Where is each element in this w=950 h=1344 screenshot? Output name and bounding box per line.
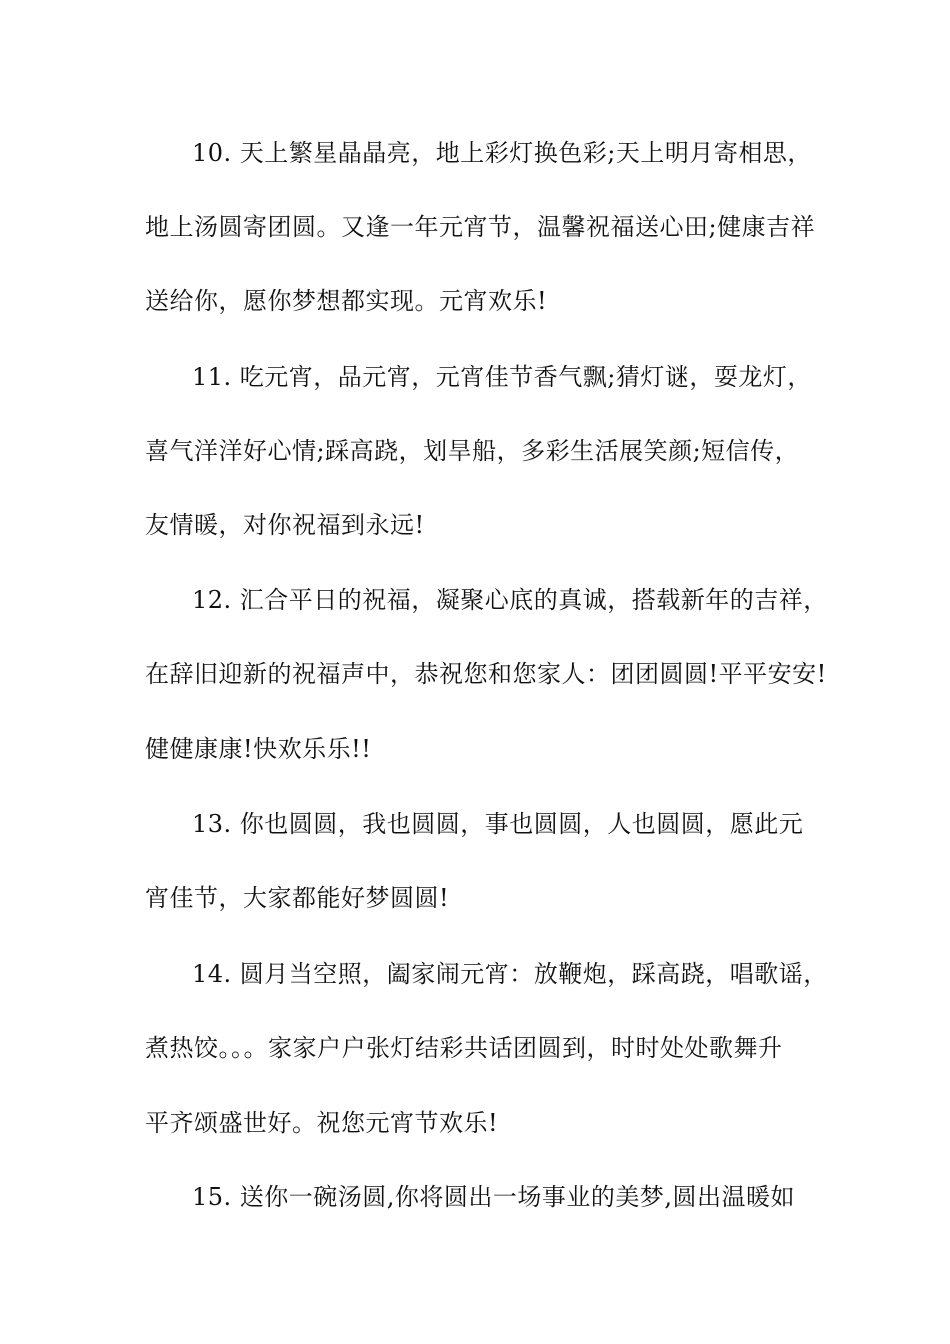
paragraph-12-line-1: 12. 汇合平日的祝福，凝聚心底的真诚，搭载新年的吉祥，	[192, 586, 828, 614]
paragraph-12-line-2: 在辞旧迎新的祝福声中，恭祝您和您家人：团团圆圆!平平安安!	[145, 660, 827, 688]
paragraph-14-line-3: 平齐颂盛世好。祝您元宵节欢乐!	[145, 1109, 499, 1137]
paragraph-10-line-2: 地上汤圆寄团圆。又逢一年元宵节，温馨祝福送心田;健康吉祥	[145, 213, 816, 241]
paragraph-11-line-3: 友情暖，对你祝福到永远!	[145, 511, 425, 539]
paragraph-10-line-1: 10. 天上繁星晶晶亮，地上彩灯换色彩;天上明月寄相思，	[192, 139, 812, 167]
paragraph-11-line-1: 11. 吃元宵，品元宵，元宵佳节香气飘;猜灯谜，耍龙灯，	[192, 363, 812, 391]
paragraph-13-line-2: 宵佳节，大家都能好梦圆圆!	[145, 884, 450, 912]
paragraph-14-line-2: 煮热饺。。。家家户户张灯结彩共话团圆到，时时处处歌舞升	[145, 1034, 783, 1062]
paragraph-14-line-1: 14. 圆月当空照，阖家闹元宵：放鞭炮，踩高跷，唱歌谣，	[192, 960, 828, 988]
paragraph-15-line-1: 15. 送你一碗汤圆,你将圆出一场事业的美梦,圆出温暖如	[192, 1183, 796, 1211]
paragraph-13-line-1: 13. 你也圆圆，我也圆圆，事也圆圆，人也圆圆，愿此元	[192, 810, 804, 838]
paragraph-12-line-3: 健健康康!快欢乐乐!!	[145, 735, 372, 763]
paragraph-11-line-2: 喜气洋洋好心情;踩高跷，划旱船，多彩生活展笑颜;短信传，	[145, 437, 800, 465]
paragraph-10-line-3: 送给你，愿你梦想都实现。元宵欢乐!	[145, 287, 548, 315]
